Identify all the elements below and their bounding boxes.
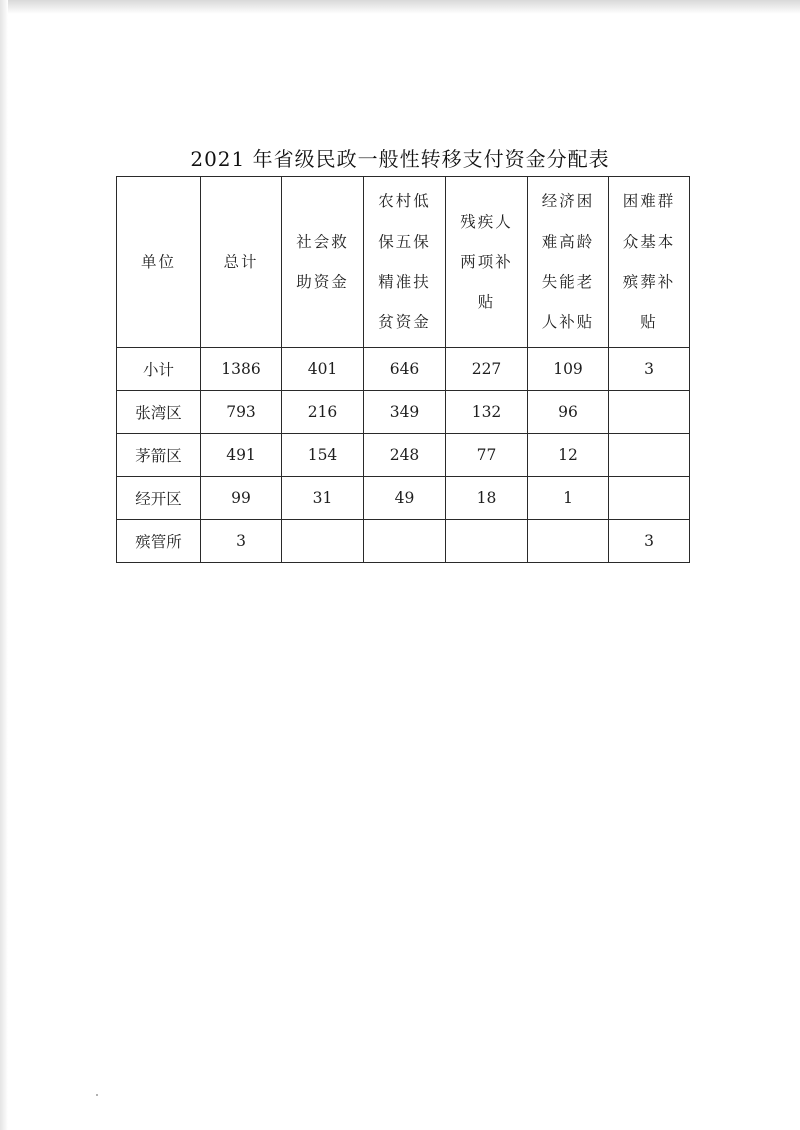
table-cell: 216 [282,391,364,434]
document-title: 2021 年省级民政一般性转移支付资金分配表 [190,147,610,171]
allocation-table [116,176,690,563]
header-label: 社会救助资金 [296,232,349,291]
header-cell-rural-subsistence [364,177,446,348]
table-cell: 1386 [201,348,282,391]
table-cell: 12 [528,434,609,477]
table-row [117,391,690,434]
header-cell-disability-subsidy [446,177,528,348]
header-label: 残疾人两项补贴 [460,212,513,312]
table-cell [446,520,528,563]
table-cell: 99 [201,477,282,520]
table-cell: 132 [446,391,528,434]
table-cell: 401 [282,348,364,391]
table-cell: 3 [609,348,690,391]
table-cell: 793 [201,391,282,434]
header-label: 单位 [140,252,176,271]
header-cell-total [201,177,282,348]
table-cell: 77 [446,434,528,477]
header-label: 困难群众基本殡葬补贴 [622,192,676,332]
header-label: 农村低保五保精准扶贫资金 [378,192,431,332]
table-row [117,520,690,563]
header-cell-funeral-subsidy [609,177,690,348]
table-cell [609,477,690,520]
table-cell: 349 [364,391,446,434]
table-cell: 18 [446,477,528,520]
table-cell: 96 [528,391,609,434]
table-cell [609,434,690,477]
table-cell: 109 [528,348,609,391]
table-cell [364,520,446,563]
table-cell: 154 [282,434,364,477]
table-cell [528,520,609,563]
table-cell: 张湾区 [117,391,201,434]
table-row [117,434,690,477]
table-cell: 茅箭区 [117,434,201,477]
table-row [117,477,690,520]
table-header-row [117,177,690,348]
table-cell: 491 [201,434,282,477]
table-cell: 49 [364,477,446,520]
table-cell: 31 [282,477,364,520]
table-cell: 1 [528,477,609,520]
table-cell: 3 [609,520,690,563]
table-cell [609,391,690,434]
header-cell-social-assistance [282,177,364,348]
scan-edge-top [0,0,800,14]
table-cell: 248 [364,434,446,477]
table-cell: 经开区 [117,477,201,520]
header-cell-elderly-subsidy [528,177,609,348]
scan-speck [96,1094,98,1096]
table-cell [282,520,364,563]
table-cell: 殡管所 [117,520,201,563]
table-cell: 227 [446,348,528,391]
table-cell: 小计 [117,348,201,391]
header-label: 总计 [223,252,259,271]
table-row [117,348,690,391]
table-cell: 646 [364,348,446,391]
header-cell-unit [117,177,201,348]
table-cell: 3 [201,520,282,563]
header-label: 经济困难高龄失能老人补贴 [541,192,595,332]
